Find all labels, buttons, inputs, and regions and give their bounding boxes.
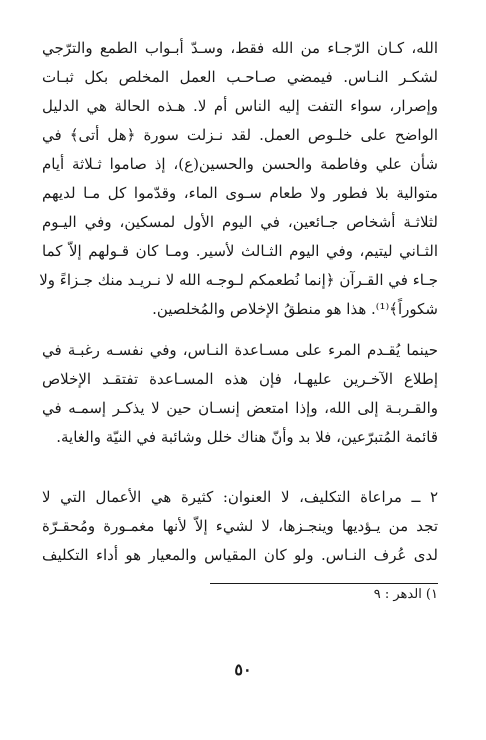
footnote-divider	[210, 583, 438, 584]
text-line: الله، كـان الرّجـاء من الله فقط، وسـدّ أبـواب الطمع والترّجي	[42, 39, 438, 57]
text-line: حينما يُقـدم المرء على مسـاعدة النـاس، وفي نفسـه رغبـة في	[42, 341, 438, 359]
text-line: تجد من يـؤديها وينجـزها، لا لشيء إلاّ لأنها مغمـورة ومُحقـرّة	[42, 517, 438, 535]
text-line: شأن علي وفاطمة والحسن والحسين(ع)، إذ صاموا ثـلاثة أيام	[42, 155, 438, 173]
text-line: والقـربـة إلى الله، وإذا امتعض إنسـان حين لا يذكـر إسمـه في	[42, 399, 438, 417]
text-line: وإصرار، سواء التفت إليه الناس أم لا. هـذه الحالة هي الدليل	[42, 97, 438, 115]
page-number: ٥٠	[234, 660, 252, 679]
text-line: لثلاثـة أشخاص جـائعين، في اليوم الأول لمسكين، وفي اليـوم	[42, 213, 438, 231]
text-line: الثـاني ليتيم، وفي اليوم الثـالث لأسير. ومـا كان قـولهم إلاّ كما	[42, 242, 438, 260]
text-line: قائمة المُتبرّعين، فلا بد وأنّ هناك خلل وشائبة في النيّة والغاية.	[56, 428, 438, 446]
text-line: لشكـر النـاس. فيمضي صـاحـب العمل المخلص بكل ثبـات	[42, 68, 438, 86]
text-line: شكوراً﴾⁽¹⁾. هذا هو منطقُ الإخلاص والمُخلصين.	[152, 300, 438, 318]
text-line: لدى عُرف النـاس. ولو كان المقياس والمعيار هو أداء التكليف	[42, 546, 438, 564]
section-heading-line: ٢ ــ مراعاة التكليف، لا العنوان: كثيرة هي الأعمال التي لا	[42, 488, 438, 506]
footnote: ١) الدهر : ٩	[373, 587, 438, 602]
text-line: متوالية بلا فطور ولا طعام سـوى الماء، وقدّموا كل مـا لديهم	[42, 184, 438, 202]
text-line: إطلاع الآخـرين عليهـا، فإن هذه المسـاعدة تفتقـد الإخلاص	[42, 370, 438, 388]
text-line: الواضح على خلـوص العمل. لقد نـزلت سورة ﴿هل أتى﴾ في	[42, 126, 438, 144]
text-line: جـاء في القـرآن ﴿إنما نُطعمكم لـوجـه الله لا نـريـد منك جـزاءً ولا	[39, 271, 438, 289]
